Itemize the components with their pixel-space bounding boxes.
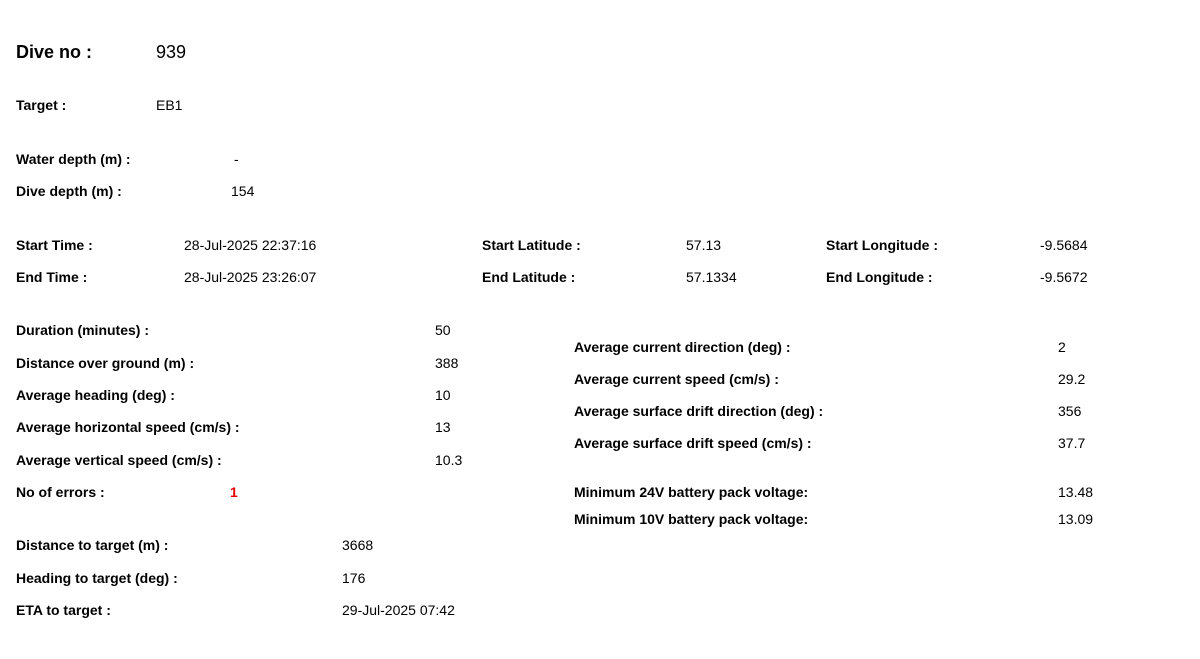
dive-no-label: Dive no :	[16, 42, 93, 62]
start-latitude-value: 57.13	[686, 237, 722, 253]
end-longitude-label: End Longitude :	[826, 269, 933, 285]
dive-depth-label: Dive depth (m) :	[16, 183, 122, 199]
average-heading-label: Average heading (deg) :	[16, 387, 175, 403]
dive-depth-value: 154	[231, 183, 255, 199]
end-latitude-value: 57.1334	[686, 269, 737, 285]
average-surface-drift-speed-label: Average surface drift speed (cm/s) :	[574, 435, 812, 451]
heading-to-target-value: 176	[342, 570, 366, 586]
distance-to-target-label: Distance to target (m) :	[16, 537, 169, 553]
average-current-direction-label: Average current direction (deg) :	[574, 339, 791, 355]
water-depth-label: Water depth (m) :	[16, 151, 131, 167]
average-horizontal-speed-value: 13	[435, 419, 451, 435]
min-24v-battery-label: Minimum 24V battery pack voltage:	[574, 484, 809, 500]
start-time-value: 28-Jul-2025 22:37:16	[184, 237, 317, 253]
average-current-speed-value: 29.2	[1058, 371, 1086, 387]
end-latitude-label: End Latitude :	[482, 269, 576, 285]
average-vertical-speed-value: 10.3	[435, 452, 463, 468]
average-heading-value: 10	[435, 387, 451, 403]
start-longitude-label: Start Longitude :	[826, 237, 938, 253]
distance-over-ground-label: Distance over ground (m) :	[16, 355, 195, 371]
distance-over-ground-value: 388	[435, 355, 459, 371]
dive-no-value: 939	[156, 42, 187, 62]
average-vertical-speed-label: Average vertical speed (cm/s) :	[16, 452, 222, 468]
errors-label: No of errors :	[16, 484, 105, 500]
heading-to-target-label: Heading to target (deg) :	[16, 570, 178, 586]
start-latitude-label: Start Latitude :	[482, 237, 581, 253]
errors-count: 1	[230, 484, 238, 500]
average-surface-drift-direction-value: 356	[1058, 403, 1082, 419]
duration-label: Duration (minutes) :	[16, 322, 149, 338]
water-depth-value: -	[234, 151, 239, 167]
average-horizontal-speed-label: Average horizontal speed (cm/s) :	[16, 419, 240, 435]
end-longitude-value: -9.5672	[1040, 269, 1088, 285]
eta-to-target-label: ETA to target :	[16, 602, 111, 618]
min-10v-battery-value: 13.09	[1058, 511, 1094, 527]
target-value: EB1	[156, 97, 183, 113]
start-time-label: Start Time :	[16, 237, 93, 253]
average-surface-drift-direction-label: Average surface drift direction (deg) :	[574, 403, 824, 419]
start-longitude-value: -9.5684	[1040, 237, 1088, 253]
end-time-value: 28-Jul-2025 23:26:07	[184, 269, 317, 285]
duration-value: 50	[435, 322, 451, 338]
min-24v-battery-value: 13.48	[1058, 484, 1094, 500]
min-10v-battery-label: Minimum 10V battery pack voltage:	[574, 511, 809, 527]
eta-to-target-value: 29-Jul-2025 07:42	[342, 602, 455, 618]
end-time-label: End Time :	[16, 269, 88, 285]
distance-to-target-value: 3668	[342, 537, 374, 553]
target-label: Target :	[16, 97, 67, 113]
average-surface-drift-speed-value: 37.7	[1058, 435, 1086, 451]
average-current-speed-label: Average current speed (cm/s) :	[574, 371, 779, 387]
average-current-direction-value: 2	[1058, 339, 1066, 355]
